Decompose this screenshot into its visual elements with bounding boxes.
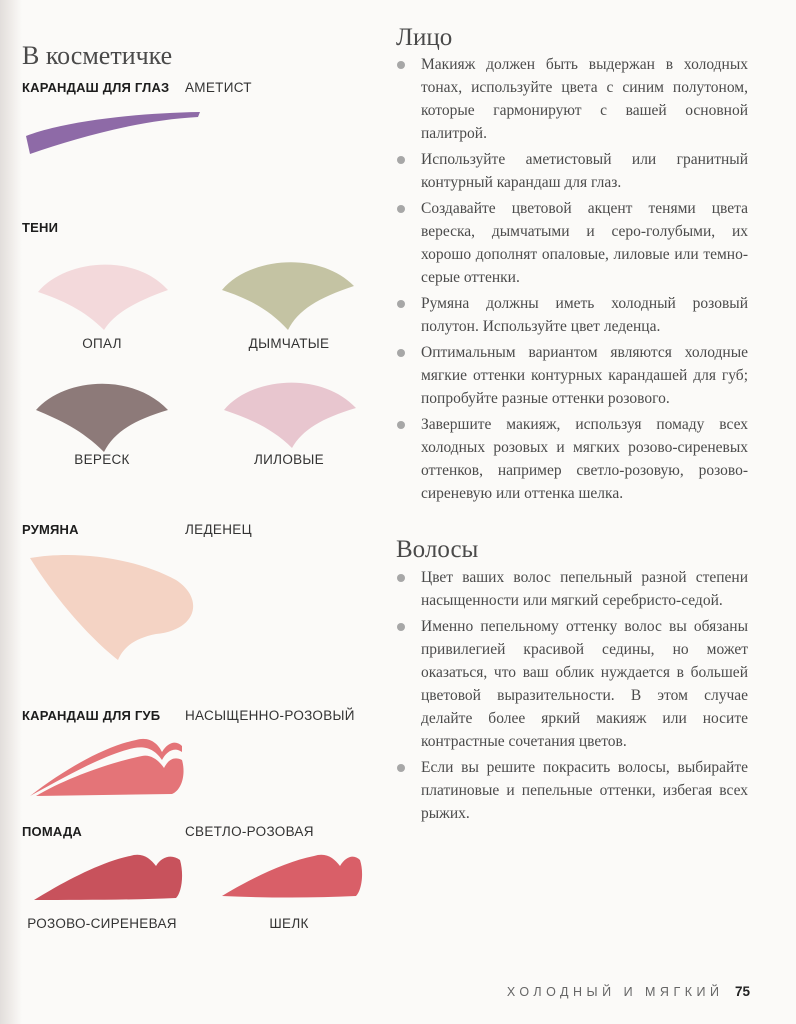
lipstick-name-rose-lilac: РОЗОВО-СИРЕНЕВАЯ <box>27 916 177 931</box>
eyeshadow-swatch-heather <box>32 372 172 454</box>
hair-bullet-text: Если вы решите покрасить волосы, выбирайте платиновые и пепельные оттенки, избегая всех рыжих. <box>421 759 748 822</box>
blush-label: РУМЯНА <box>22 522 79 537</box>
bullet-dot-icon <box>397 574 405 582</box>
section-title-hair: Волосы <box>396 536 479 563</box>
bullet-dot-icon <box>397 300 405 308</box>
face-bullet <box>396 53 748 145</box>
eyeshadow-label: ТЕНИ <box>22 220 59 235</box>
eyeliner-value: АМЕТИСТ <box>185 80 252 95</box>
lipstick-value: СВЕТЛО-РОЗОВАЯ <box>185 824 314 839</box>
eyeshadow-name-lilac: ЛИЛОВЫЕ <box>254 452 324 467</box>
page-title: В косметичке <box>22 41 173 71</box>
lipliner-swatch <box>26 732 186 800</box>
bullet-dot-icon <box>397 205 405 213</box>
bullet-dot-icon <box>397 349 405 357</box>
face-bullet-list <box>396 53 748 508</box>
bullet-dot-icon <box>397 156 405 164</box>
running-title: ХОЛОДНЫЙ И МЯГКИЙ <box>506 985 724 999</box>
eyeliner-label: КАРАНДАШ ДЛЯ ГЛАЗ <box>22 80 170 95</box>
face-bullet <box>396 197 748 289</box>
blush-value: ЛЕДЕНЕЦ <box>185 522 252 537</box>
hair-bullet <box>396 566 748 612</box>
page-number: 75 <box>734 984 750 999</box>
face-bullet-text: Создавайте цветовой акцент тенями цвета вереска, дымчатыми и серо-голубыми, их хорошо дополнят опаловые, лиловые или темно-серые оттенки. <box>421 200 748 286</box>
eyeshadow-swatch-opal <box>34 252 174 332</box>
face-bullet-text: Оптимальным вариантом являются холодные мягкие оттенки контурных карандашей для губ; попробуйте разные оттенки розового. <box>421 344 748 407</box>
eyeshadow-name-smoky: ДЫМЧАТЫЕ <box>248 336 330 351</box>
eyeshadow-name-opal: ОПАЛ <box>82 336 122 351</box>
section-title-face: Лицо <box>396 24 453 51</box>
face-bullet-text: Используйте аметистовый или гранитный контурный карандаш для глаз. <box>421 151 748 191</box>
lipliner-value: НАСЫЩЕННО-РОЗОВЫЙ <box>185 708 355 723</box>
hair-bullet-list <box>396 566 748 828</box>
eyeshadow-name-heather: ВЕРЕСК <box>74 452 130 467</box>
lipstick-swatch-rose-lilac <box>30 850 184 904</box>
lipstick-swatch-silk <box>218 850 364 902</box>
lipliner-label: КАРАНДАШ ДЛЯ ГУБ <box>22 708 161 723</box>
face-bullet-text: Завершите макияж, используя помаду всех холодных розовых и мягких розово-сиреневых оттенков, например светло-розовую, розово-сиреневую или оттенка шелка. <box>421 416 748 502</box>
face-bullet-text: Макияж должен быть выдержан в холодных тонах, используйте цвета с синим полутоном, которые гармонируют с вашей основной палитрой. <box>421 56 748 142</box>
face-bullet <box>396 341 748 410</box>
hair-bullet-text: Именно пепельному оттенку волос вы обязаны привилегией красивой седины, но может оказаться, что ваш облик нуждается в большей цветовой выразительности. В этом случае делайте более яркий макияж или носите контрастные сочетания цветов. <box>421 618 748 750</box>
hair-bullet <box>396 756 748 825</box>
book-spine-shadow <box>0 0 22 1024</box>
eyeliner-swatch <box>22 108 204 156</box>
face-bullet <box>396 413 748 505</box>
face-bullet <box>396 148 748 194</box>
hair-bullet <box>396 615 748 753</box>
page-footer <box>507 984 750 999</box>
eyeshadow-swatch-lilac <box>220 370 360 450</box>
lipstick-label: ПОМАДА <box>22 824 83 839</box>
face-bullet <box>396 292 748 338</box>
hair-bullet-text: Цвет ваших волос пепельный разной степени насыщенности или мягкий серебристо-седой. <box>421 569 748 609</box>
eyeshadow-swatch-smoky <box>218 250 358 332</box>
bullet-dot-icon <box>397 764 405 772</box>
blush-swatch <box>26 550 202 662</box>
face-bullet-text: Румяна должны иметь холодный розовый полутон. Используйте цвет леденца. <box>421 295 748 335</box>
bullet-dot-icon <box>397 61 405 69</box>
bullet-dot-icon <box>397 421 405 429</box>
bullet-dot-icon <box>397 623 405 631</box>
lipstick-name-silk: ШЕЛК <box>269 916 309 931</box>
